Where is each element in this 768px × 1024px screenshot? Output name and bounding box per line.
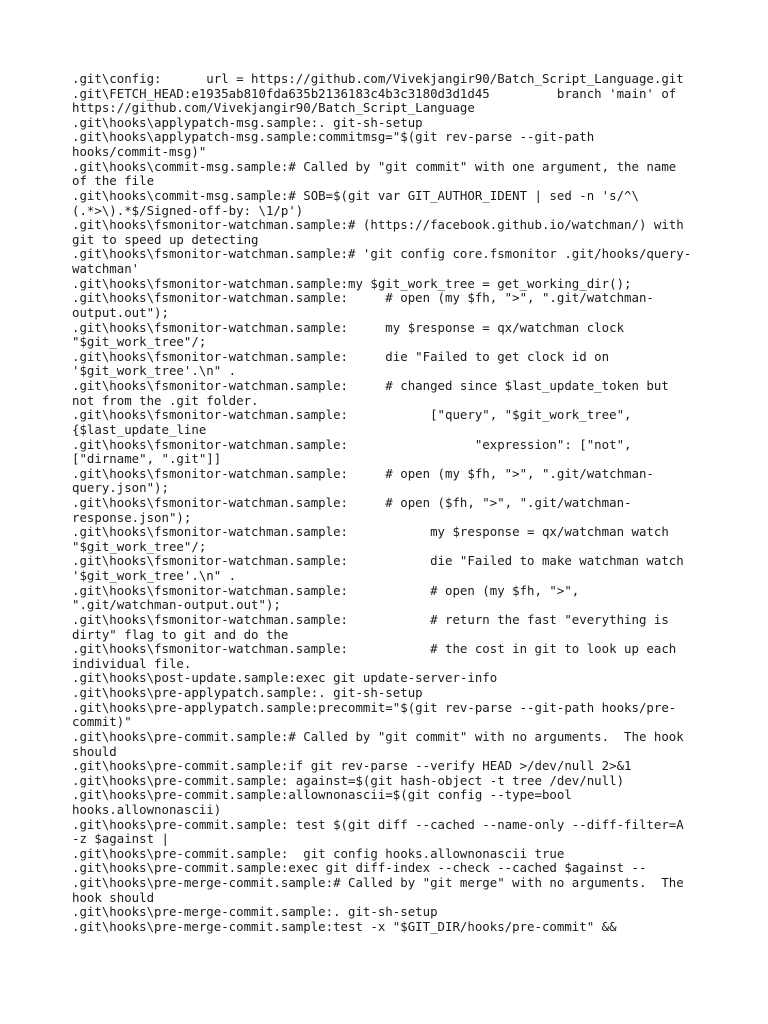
document-line: .git\hooks\fsmonitor-watchman.sample: "expression": ["not",	[72, 436, 632, 452]
document-line: .git\hooks\fsmonitor-watchman.sample: # open (my $fh, ">",	[72, 582, 580, 598]
document-line: -z $against |	[72, 831, 169, 847]
document-line: output.out");	[72, 304, 169, 320]
document-line: .git\hooks\fsmonitor-watchman.sample: die "Failed to get clock id on	[72, 348, 610, 364]
document-line: .git\hooks\pre-merge-commit.sample:test -x "$GIT_DIR/hooks/pre-commit" &&	[72, 918, 617, 934]
document-line: '$git_work_tree'.\n" .	[72, 363, 237, 379]
document-line: https://github.com/Vivekjangir90/Batch_Script_Language	[72, 100, 475, 116]
document-line: .git\hooks\pre-commit.sample:exec git diff-index --check --cached $against --	[72, 860, 647, 876]
document-line: query.json");	[72, 480, 169, 496]
document-line: hooks/commit-msg)"	[72, 144, 207, 160]
document-line: .git\hooks\fsmonitor-watchman.sample: # open (my $fh, ">", ".git/watchman-	[72, 465, 654, 481]
document-line: .git\hooks\applypatch-msg.sample:commitmsg="$(git rev-parse --git-path	[72, 129, 595, 145]
document-line: .git\hooks\post-update.sample:exec git update-server-info	[72, 670, 498, 686]
document-line: .git\hooks\fsmonitor-watchman.sample: # open ($fh, ">", ".git/watchman-	[72, 494, 632, 510]
document-line: (.*>\).*$/Signed-off-by: \1/p')	[72, 202, 304, 218]
document-line: commit)"	[72, 714, 132, 730]
document-line: .git\hooks\pre-commit.sample: git config hooks.allownonascii true	[72, 845, 565, 861]
document-line: response.json");	[72, 509, 192, 525]
document-line: .git\hooks\pre-commit.sample:# Called by "git commit" with no arguments. The hook	[72, 728, 684, 744]
document-line: individual file.	[72, 655, 192, 671]
document-line: .git\hooks\fsmonitor-watchman.sample:my $git_work_tree = get_working_dir();	[72, 275, 632, 291]
document-line: {$last_update_line	[72, 421, 207, 437]
document-line: not from the .git folder.	[72, 392, 259, 408]
document-line: .git\config: url = https://github.com/Vivekjangir90/Batch_Script_Language.git	[72, 71, 684, 86]
document-line: ["dirname", ".git"]]	[72, 451, 222, 467]
document-line: "$git_work_tree"/;	[72, 334, 207, 350]
document-line: .git\hooks\pre-applypatch.sample:. git-sh-setup	[72, 685, 423, 701]
document-line: .git\hooks\pre-commit.sample:allownonascii=$(git config --type=bool	[72, 787, 572, 803]
document-line: .git\hooks\pre-merge-commit.sample:. git-sh-setup	[72, 904, 438, 920]
document-line: .git\hooks\pre-applypatch.sample:precommit="$(git rev-parse --git-path hooks/pre-	[72, 699, 677, 715]
document-line: .git\hooks\fsmonitor-watchman.sample: my $response = qx/watchman clock	[72, 319, 625, 335]
document-line: .git\hooks\fsmonitor-watchman.sample: # changed since $last_update_token but	[72, 378, 669, 394]
document-line: should	[72, 743, 117, 759]
document-line: watchman'	[72, 261, 140, 277]
document-line: .git\hooks\fsmonitor-watchman.sample: # the cost in git to look up each	[72, 641, 677, 657]
document-line: .git\hooks\pre-commit.sample: against=$(git hash-object -t tree /dev/null)	[72, 772, 625, 788]
document-line: .git\hooks\pre-merge-commit.sample:# Called by "git merge" with no arguments. The	[72, 875, 684, 891]
document-line: .git\hooks\fsmonitor-watchman.sample: die "Failed to make watchman watch	[72, 553, 684, 569]
document-line: .git\hooks\commit-msg.sample:# SOB=$(git var GIT_AUTHOR_IDENT | sed -n 's/^\	[72, 187, 639, 203]
document-line: .git\hooks\applypatch-msg.sample:. git-sh-setup	[72, 114, 423, 130]
document-line: dirty" flag to git and do the	[72, 626, 289, 642]
document-line: of the file	[72, 173, 155, 189]
document-line: .git\hooks\fsmonitor-watchman.sample: ["query", "$git_work_tree",	[72, 407, 632, 423]
document-line: "$git_work_tree"/;	[72, 538, 207, 554]
document-line: .git\hooks\fsmonitor-watchman.sample:# (https://facebook.github.io/watchman/) with	[72, 217, 684, 233]
document-line: '$git_work_tree'.\n" .	[72, 568, 237, 584]
document-line: ".git/watchman-output.out");	[72, 597, 281, 613]
document-line: .git\hooks\pre-commit.sample: test $(git diff --cached --name-only --diff-filter=A	[72, 816, 684, 832]
document-line: .git\hooks\fsmonitor-watchman.sample: # return the fast "everything is	[72, 611, 669, 627]
document-line: .git\FETCH_HEAD:e1935ab810fda635b2136183c4b3c3180d3d1d45 branch 'main' of	[72, 85, 677, 101]
document-line: .git\hooks\pre-commit.sample:if git rev-parse --verify HEAD >/dev/null 2>&1	[72, 758, 632, 774]
document-line: hook should	[72, 889, 155, 905]
document-line: git to speed up detecting	[72, 231, 259, 247]
document-line: hooks.allownonascii)	[72, 802, 222, 817]
document-line: .git\hooks\fsmonitor-watchman.sample: # open (my $fh, ">", ".git/watchman-	[72, 290, 654, 306]
document-line: .git\hooks\fsmonitor-watchman.sample:# 'git config core.fsmonitor .git/hooks/query-	[72, 246, 692, 262]
document-line: .git\hooks\commit-msg.sample:# Called by "git commit" with one argument, the name	[72, 158, 677, 174]
document-line: .git\hooks\fsmonitor-watchman.sample: my $response = qx/watchman watch	[72, 524, 669, 540]
